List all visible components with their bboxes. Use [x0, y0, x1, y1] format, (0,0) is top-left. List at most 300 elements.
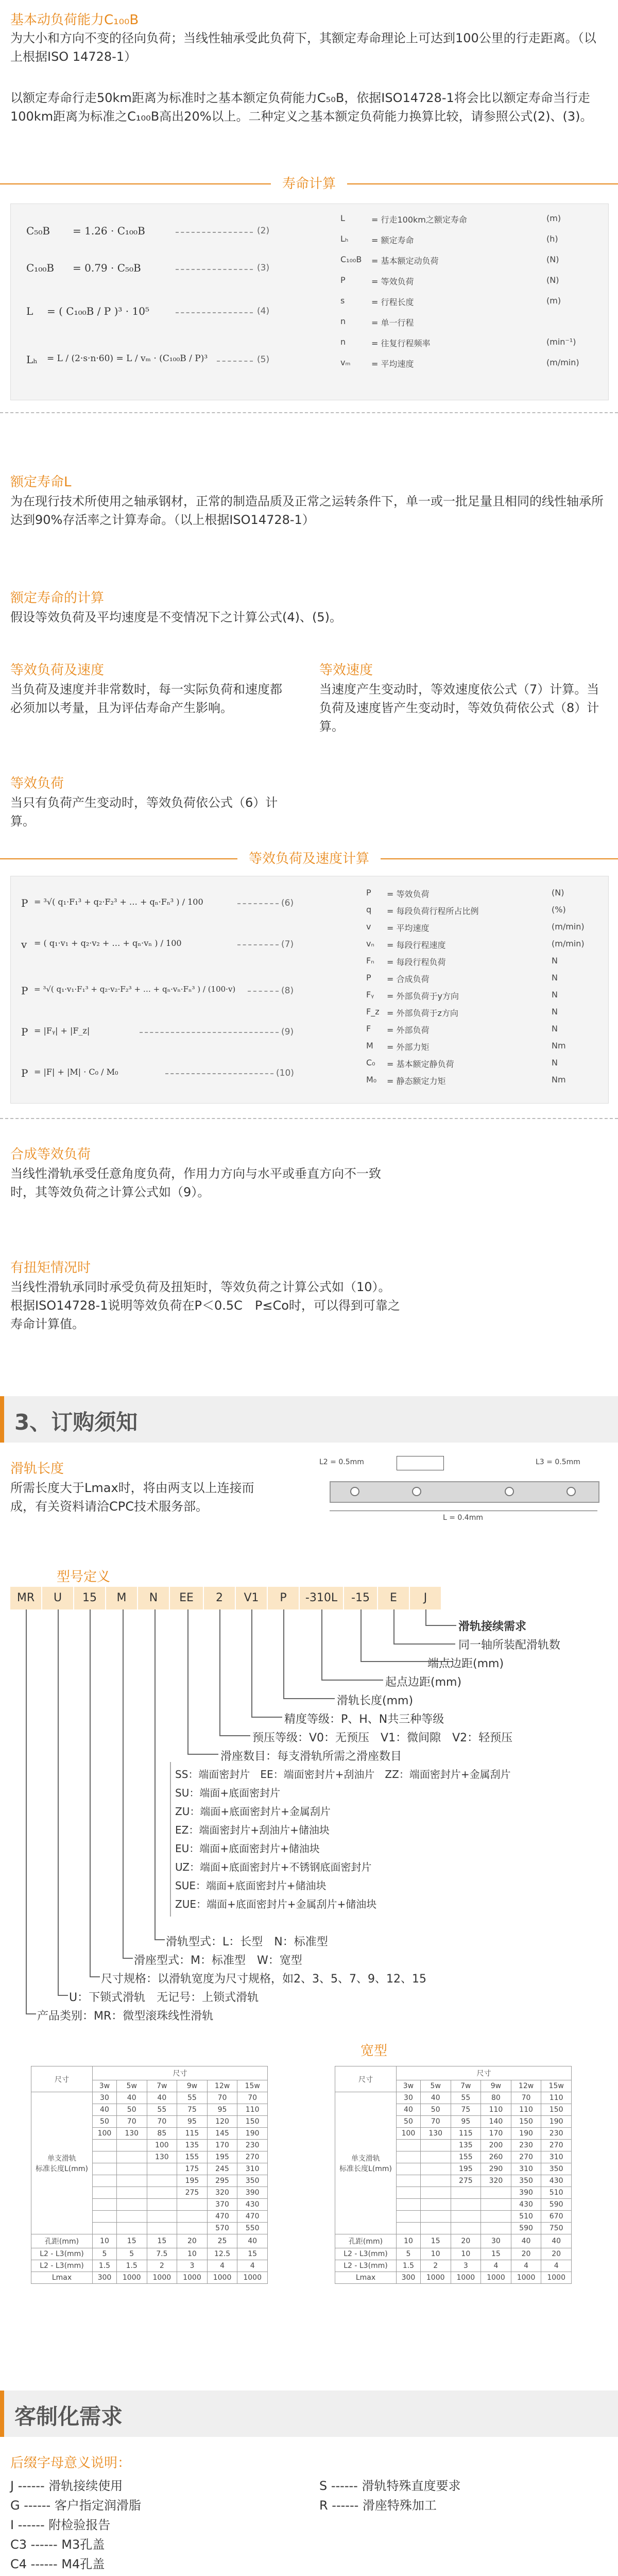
table-cell: 4	[481, 2260, 511, 2272]
table-cell: 590	[511, 2223, 541, 2234]
table-cell: 75	[451, 2104, 481, 2116]
code-310l: -310L	[300, 1587, 345, 1609]
table-cell	[147, 2199, 177, 2211]
table-cell: 5	[397, 2248, 421, 2260]
table-cell: 1000	[147, 2272, 177, 2284]
table-cell: 350	[237, 2175, 268, 2187]
table-cell	[397, 2187, 421, 2199]
tree-seal-eu: EU：端面+底面密封片+储油块	[175, 1842, 320, 1855]
tree-mount: U：下锁式滑轨 无记号：上锁式滑轨	[69, 1991, 259, 2004]
table-cell: 55	[451, 2092, 481, 2104]
formula-10-rhs: = |F| + |M| · C₀ / M₀	[34, 1067, 118, 1077]
formula-9-lhs: P	[21, 1026, 28, 1038]
table-cell: 270	[541, 2140, 572, 2151]
tree-seal-sue: SUE：端面+底面密封片+储油块	[175, 1879, 327, 1892]
moment-load-heading: 有扭矩情况时	[10, 1260, 91, 1276]
table-cell: 55	[177, 2092, 208, 2104]
table-cell: 310	[237, 2163, 268, 2175]
table-cell: 85	[147, 2128, 177, 2140]
formula-6-num: (6)	[281, 898, 294, 908]
table-col-header: 15w	[541, 2080, 572, 2092]
table-cell	[451, 2223, 481, 2234]
custom-title-bar	[0, 2391, 618, 2437]
table-cell: 135	[177, 2140, 208, 2151]
table-cell	[93, 2163, 117, 2175]
table-cell: 1000	[177, 2272, 208, 2284]
table-cell: 3	[451, 2260, 481, 2272]
table-corner: 尺寸	[31, 2066, 93, 2092]
suffix-j: J ------ 滑轨接续使用	[10, 2479, 123, 2493]
tree-seal-zue: ZUE：端面+底面密封片+金属刮片+储油块	[175, 1898, 377, 1910]
formula-9-num: (9)	[281, 1027, 294, 1037]
table-cell: 195	[451, 2163, 481, 2175]
table-cell: 孔距(mm)	[31, 2234, 93, 2248]
code-v1: V1	[236, 1587, 268, 1609]
table-cell	[93, 2175, 117, 2187]
table-cell	[116, 2140, 147, 2151]
table-cell	[177, 2223, 208, 2234]
eq-calc-title-bar	[0, 845, 618, 872]
table-cell: 170	[481, 2128, 511, 2140]
wide-length-table	[335, 2066, 572, 2284]
life-calc-para: 假设等效负荷及平均速度是不变情况下之计算公式(4)、(5)。	[10, 610, 342, 624]
table-cell: 130	[116, 2128, 147, 2140]
table-cell: 4	[541, 2260, 572, 2272]
table-cell: 70	[511, 2092, 541, 2104]
table-cell: 110	[511, 2104, 541, 2116]
table-cell: 310	[541, 2151, 572, 2163]
table-cell: 10	[451, 2248, 481, 2260]
table-cell: 230	[511, 2140, 541, 2151]
table-cell	[420, 2199, 451, 2211]
table-cell: 150	[511, 2116, 541, 2128]
code-j: J	[410, 1587, 442, 1609]
table-col-header: 7w	[147, 2080, 177, 2092]
table-foot-row	[31, 2248, 268, 2260]
table-cell: 70	[207, 2092, 237, 2104]
tree-product: 产品类别：MR：微型滚珠线性滑轨	[37, 2010, 214, 2023]
table-cell: 155	[451, 2151, 481, 2163]
formula-2-lhs: C₅₀B	[26, 225, 50, 237]
table-col-header: 3w	[93, 2080, 117, 2092]
table-cell	[451, 2187, 481, 2199]
table-cell	[420, 2175, 451, 2187]
table-cell: 15	[420, 2234, 451, 2248]
life-calc-title-bar	[0, 170, 618, 197]
table-cell	[397, 2223, 421, 2234]
table-cell	[481, 2211, 511, 2223]
code-n: N	[138, 1587, 170, 1609]
table-cell: 1.5	[116, 2260, 147, 2272]
table-foot-row	[31, 2260, 268, 2272]
formula-7-num: (7)	[281, 939, 294, 950]
formula-4-lhs: L	[26, 305, 33, 317]
table-cell: 5	[116, 2248, 147, 2260]
table-cell: 115	[451, 2128, 481, 2140]
table-cell: 190	[511, 2128, 541, 2140]
formula-4-num: (4)	[257, 306, 270, 316]
table-cell: 15	[237, 2248, 268, 2260]
model-code-strip	[10, 1587, 577, 1609]
table-cell: 55	[147, 2104, 177, 2116]
table-cell: 2	[147, 2260, 177, 2272]
table-cell: 1000	[541, 2272, 572, 2284]
table-cell: 130	[147, 2151, 177, 2163]
table-cell: 270	[237, 2151, 268, 2163]
table-cell: 30	[481, 2234, 511, 2248]
table-cell: 430	[237, 2199, 268, 2211]
table-cell: 590	[541, 2199, 572, 2211]
table-row	[31, 2092, 268, 2104]
table-cell: 5	[93, 2248, 117, 2260]
table-cell: 3	[177, 2260, 208, 2272]
combined-load-heading: 合成等效负荷	[10, 1147, 91, 1162]
table-cell: 260	[481, 2151, 511, 2163]
table-col-header: 9w	[481, 2080, 511, 2092]
table-cell: 20	[177, 2234, 208, 2248]
table-cell: 1.5	[397, 2260, 421, 2272]
table-cell: 20	[451, 2234, 481, 2248]
table-col-header: 7w	[451, 2080, 481, 2092]
table-cell	[93, 2187, 117, 2199]
table-cell	[420, 2211, 451, 2223]
dim-l: L = 0.4mm	[443, 1514, 483, 1522]
table-cell: 10	[93, 2234, 117, 2248]
table-cell	[147, 2163, 177, 2175]
formula-6-lhs: P	[21, 897, 28, 909]
table-cell: 300	[397, 2272, 421, 2284]
table-cell	[481, 2199, 511, 2211]
table-cell: L2 - L3(mm)	[335, 2260, 397, 2272]
tree-rail-length: 滑轨长度(mm)	[337, 1694, 414, 1707]
table-cell: 50	[420, 2104, 451, 2116]
table-cell: 350	[511, 2175, 541, 2187]
formula-3-rhs: = 0.79 · C₅₀B	[73, 262, 141, 274]
tree-seal-uz: UZ：端面+底面密封片+不锈钢底面密封片	[175, 1861, 372, 1873]
eq-load-speed-para: 当负荷及速度并非常数时，每一实际负荷和速度都必须加以考量，且为评估寿命产生影响。	[10, 682, 282, 715]
table-col-header: 12w	[207, 2080, 237, 2092]
eq-speed-para: 当速度产生变动时，等效速度依公式（7）计算。当负荷及速度皆产生变动时，等效负荷依公式（8）计算。	[319, 682, 599, 734]
table-col-header: 9w	[177, 2080, 208, 2092]
table-cell	[397, 2211, 421, 2223]
table-cell	[397, 2151, 421, 2163]
table-cell: 50	[397, 2116, 421, 2128]
suffix-r: R ------ 滑座特殊加工	[319, 2498, 437, 2513]
table-cell: 150	[237, 2116, 268, 2128]
table-cell: 4	[237, 2260, 268, 2272]
code-2: 2	[204, 1587, 236, 1609]
formula-3-num: (3)	[257, 263, 270, 273]
eq-calc-box	[10, 876, 609, 1104]
eq-symbol-list: P = 等效负荷 (N) q = 每段负荷行程所占比例 (%) v = 平均速度 (m/min) vₙ = 每段行程速度 (m/min) Fₙ = 每段行程负荷 N P = 合成负荷 N Fᵧ = 外部负荷于y方向 N F_z = 外部负荷于z方向 N F = 外部负荷 N M = 外部力矩 Nm C₀ = 基本额定静负荷 N M₀ = 静态额定力矩 Nm	[366, 888, 585, 1086]
table-cell: 190	[541, 2116, 572, 2128]
code-ee: EE	[170, 1587, 204, 1609]
life-symbol-list: L = 行走100km之额定寿命 (m) Lₕ = 额定寿命 (h) C₁₀₀B = 基本额定动负荷 (N) P = 等效负荷 (N) s = 行程长度 (m) n = 单一行程 n = 往复行程频率 (min⁻¹) vₘ = 平均速度 (m/min)	[340, 213, 579, 369]
table-cell: 120	[207, 2116, 237, 2128]
table-cell: 40	[147, 2092, 177, 2104]
life-calc-title: 寿命计算	[271, 173, 347, 192]
table-cell: 15	[481, 2248, 511, 2260]
table-cell	[116, 2163, 147, 2175]
table-cell: 195	[207, 2151, 237, 2163]
basic-load-heading: 基本动负荷能力C₁₀₀B	[10, 12, 139, 28]
table-col-header: 5w	[420, 2080, 451, 2092]
table-cell: 320	[481, 2175, 511, 2187]
tree-seal-ss: SS：端面密封片 EE：端面密封片+刮油片 ZZ：端面密封片+金属刮片	[175, 1768, 511, 1781]
table-corner: 尺寸	[335, 2066, 397, 2092]
table-cell: 1.5	[93, 2260, 117, 2272]
table-cell: Lmax	[31, 2272, 93, 2284]
table-cell: 350	[541, 2163, 572, 2175]
table-cell: 390	[237, 2187, 268, 2199]
basic-load-para1: 为大小和方向不变的径向负荷；当线性轴承受此负荷下，其额定寿命理论上可达到100公里的行走距离。（以上根据ISO 14728-1）	[10, 31, 596, 64]
rated-life-para: 为在现行技术所使用之轴承钢材，正常的制造品质及正常之运转条件下，单一或一批足量且相同的线性轴承所达到90%存活率之计算寿命。（以上根据ISO14728-1）	[10, 494, 604, 527]
table-foot-row	[335, 2272, 572, 2284]
table-cell: 430	[511, 2199, 541, 2211]
table-cell	[147, 2187, 177, 2199]
life-calc-box	[10, 204, 609, 400]
table-cell	[397, 2163, 421, 2175]
table-cell: 370	[207, 2199, 237, 2211]
table-cell: 115	[177, 2128, 208, 2140]
table-cell	[177, 2211, 208, 2223]
dim-l2: L2 = 0.5mm	[319, 1458, 364, 1466]
rail-shape	[330, 1481, 599, 1503]
table-row-label: 单支滑轨 标准长度L(mm)	[31, 2092, 93, 2234]
table-cell: 4	[511, 2260, 541, 2272]
table-cell: 80	[481, 2092, 511, 2104]
table-col-header: 5w	[116, 2080, 147, 2092]
table-cell	[93, 2199, 117, 2211]
table-cell: 40	[420, 2092, 451, 2104]
table-cell: 430	[541, 2175, 572, 2187]
tree-preload: 预压等级：V0：无预压 V1：微间隙 V2：轻预压	[252, 1732, 513, 1744]
formula-2-rhs: = 1.26 · C₁₀₀B	[73, 225, 145, 237]
table-cell: 510	[511, 2211, 541, 2223]
table-cell	[116, 2151, 147, 2163]
table-cell	[116, 2187, 147, 2199]
table-cell: 170	[207, 2140, 237, 2151]
table-cell	[93, 2151, 117, 2163]
table-cell: 110	[237, 2104, 268, 2116]
table-cell: 40	[116, 2092, 147, 2104]
eq-load-speed-heading: 等效负荷及速度	[10, 663, 105, 678]
table-cell: 550	[237, 2223, 268, 2234]
wide-type-heading: 宽型	[360, 2043, 388, 2059]
table-cell: L2 - L3(mm)	[335, 2248, 397, 2260]
table-foot-row	[335, 2248, 572, 2260]
tree-seal-su: SU：端面+底面密封片	[175, 1787, 281, 1799]
table-cell: 295	[207, 2175, 237, 2187]
table-cell: 130	[420, 2128, 451, 2140]
table-cell	[420, 2151, 451, 2163]
table-cell	[116, 2223, 147, 2234]
table-foot-row	[335, 2260, 572, 2272]
table-cell: 40	[237, 2234, 268, 2248]
table-cell: 1000	[451, 2272, 481, 2284]
code-e: E	[378, 1587, 410, 1609]
table-cell: 270	[511, 2151, 541, 2163]
tree-rail-type: 滑轨型式：L：长型 N：标准型	[166, 1936, 328, 1948]
table-col-header: 12w	[511, 2080, 541, 2092]
table-cell	[116, 2175, 147, 2187]
table-cell: 70	[116, 2116, 147, 2128]
formula-6-rhs: = ³√( q₁·F₁³ + q₂·F₂³ + … + qₙ·Fₙ³ ) / 100	[34, 897, 203, 907]
standard-length-table	[31, 2066, 268, 2284]
table-cell: 230	[541, 2128, 572, 2140]
table-cell: 1000	[511, 2272, 541, 2284]
tree-seal-ez: EZ：端面密封片+刮油片+储油块	[175, 1824, 330, 1836]
type-def-heading: 型号定义	[57, 1569, 111, 1585]
suffix-s: S ------ 滑轨特殊直度要求	[319, 2479, 461, 2493]
table-cell: 10	[397, 2234, 421, 2248]
table-cell: 15	[147, 2234, 177, 2248]
table-cell: 275	[177, 2187, 208, 2199]
table-foot-row	[31, 2234, 268, 2248]
table-cell: 1000	[207, 2272, 237, 2284]
table-cell	[481, 2187, 511, 2199]
table-cell: 195	[177, 2175, 208, 2187]
table-cell: 145	[207, 2128, 237, 2140]
table-cell: 200	[481, 2140, 511, 2151]
table-cell	[451, 2211, 481, 2223]
table-cell: 40	[93, 2104, 117, 2116]
formula-7-rhs: = ( q₁·v₁ + q₂·v₂ + … + qₙ·vₙ ) / 100	[34, 938, 182, 948]
formula-8-rhs: = ³√( q₁·v₁·F₁³ + q₂·v₂·F₂³ + … + qₙ·vₙ·Fₙ³ ) / (100·v)	[34, 985, 236, 994]
moment-load-para: 当线性滑轨承同时承受负荷及扭矩时，等效负荷之计算公式如（10）。根据ISO14728-1说明等效负荷在P＜0.5C P≤Co时，可以得到可靠之寿命计算值。	[10, 1280, 400, 1331]
formula-8-lhs: P	[21, 985, 28, 997]
table-cell: 750	[541, 2223, 572, 2234]
table-cell	[116, 2199, 147, 2211]
tree-seal-zu: ZU：端面+底面密封片+金属刮片	[175, 1805, 331, 1818]
table-cell: 1000	[116, 2272, 147, 2284]
formula-8-num: (8)	[281, 986, 294, 996]
table-cell: 510	[541, 2187, 572, 2199]
code-15-end: -15	[344, 1587, 379, 1609]
table-cell	[420, 2140, 451, 2151]
table-cell	[451, 2199, 481, 2211]
life-calc-heading: 额定寿命的计算	[10, 590, 105, 606]
tree-accuracy: 精度等级：P、H、N共三种等级	[284, 1713, 444, 1726]
rail-length-heading: 滑轨长度	[10, 1461, 64, 1477]
table-col-header: 15w	[237, 2080, 268, 2092]
table-cell: 110	[481, 2104, 511, 2116]
eq-load-para: 当只有负荷产生变动时，等效负荷依公式（6）计算。	[10, 795, 278, 828]
table-cell: 30	[93, 2092, 117, 2104]
formula-5-rhs: = L / (2·s·n·60) = L / vₘ · (C₁₀₀B / P)³	[47, 353, 208, 364]
table-cell	[93, 2223, 117, 2234]
suffix-i: I ------ 附检验报告	[10, 2518, 111, 2532]
table-cell: 390	[511, 2187, 541, 2199]
basic-load-para2: 以额定寿命行走50km距离为标准时之基本额定负荷能力C₅₀B，依据ISO14728-1将会比以额定寿命当行走100km距离为标准之C₁₀₀B高出20%以上。二种定义之基本额定负荷能力换算比较，请参照公式(2)、(3)。	[10, 91, 593, 124]
suffix-legend-heading: 后缀字母意义说明：	[10, 2455, 131, 2471]
rail-length-para: 所需长度大于Lmax时，将由两支以上连接而成，有关资料请洽CPC技术服务部。	[10, 1481, 254, 1514]
code-u: U	[42, 1587, 75, 1609]
code-m: M	[106, 1587, 139, 1609]
table-cell: 320	[207, 2187, 237, 2199]
table-cell: 290	[481, 2163, 511, 2175]
table-cell: 1000	[420, 2272, 451, 2284]
table-cell: 10	[177, 2248, 208, 2260]
formula-7-lhs: v	[21, 938, 27, 951]
tree-size: 尺寸规格：以滑轨宽度为尺寸规格，如2、3、5、7、9、12、15	[101, 1973, 426, 1986]
eq-load-heading: 等效负荷	[10, 776, 64, 791]
table-cell	[93, 2211, 117, 2223]
table-cell: 470	[207, 2211, 237, 2223]
tree-block-count: 滑座数目：每支滑轨所需之滑座数目	[220, 1750, 402, 1763]
table-cell	[481, 2223, 511, 2234]
table-cell	[420, 2223, 451, 2234]
table-cell: 155	[177, 2151, 208, 2163]
table-cell: 1000	[237, 2272, 268, 2284]
table-cell: 孔距(mm)	[335, 2234, 397, 2248]
eq-speed-heading: 等效速度	[319, 663, 373, 678]
table-cell: 30	[397, 2092, 421, 2104]
table-cell: 175	[177, 2163, 208, 2175]
table-cell: 95	[207, 2104, 237, 2116]
table-cell: 12.5	[207, 2248, 237, 2260]
table-cell: 245	[207, 2163, 237, 2175]
tree-start-margin: 起点边距(mm)	[385, 1676, 462, 1689]
table-cell: 1000	[481, 2272, 511, 2284]
table-cell: 4	[207, 2260, 237, 2272]
table-cell	[116, 2211, 147, 2223]
table-cell: 310	[511, 2163, 541, 2175]
tree-rail-count: 同一轴所装配滑轨数	[458, 1639, 561, 1652]
table-cell	[147, 2211, 177, 2223]
formula-4-rhs: = ( C₁₀₀B / P )³ · 10⁵	[47, 305, 149, 317]
table-cell: 20	[541, 2248, 572, 2260]
table-row-label: 单支滑轨 标准长度L(mm)	[335, 2092, 397, 2234]
tree-end-margin: 端点边距(mm)	[427, 1657, 504, 1670]
table-cell: 190	[237, 2128, 268, 2140]
table-cell	[420, 2163, 451, 2175]
dim-l3: L3 = 0.5mm	[536, 1458, 580, 1466]
rated-life-heading: 额定寿命L	[10, 474, 72, 490]
table-cell: 70	[147, 2116, 177, 2128]
formula-10-num: (10)	[276, 1068, 294, 1078]
code-15: 15	[74, 1587, 107, 1609]
order-title-bar	[0, 1396, 618, 1443]
table-cell: Lmax	[335, 2272, 397, 2284]
table-cell: 70	[420, 2116, 451, 2128]
table-cell: 150	[541, 2104, 572, 2116]
table-header-dim: 尺寸	[397, 2066, 572, 2080]
table-cell	[147, 2223, 177, 2234]
table-cell: 75	[177, 2104, 208, 2116]
table-cell: 470	[237, 2211, 268, 2223]
table-cell	[147, 2175, 177, 2187]
formula-10-lhs: P	[21, 1067, 28, 1079]
table-cell: 140	[481, 2116, 511, 2128]
formula-5-num: (5)	[257, 354, 270, 365]
table-cell	[397, 2140, 421, 2151]
code-mr: MR	[10, 1587, 43, 1609]
table-cell: 20	[511, 2248, 541, 2260]
formula-9-rhs: = |Fᵧ| + |F_z|	[34, 1026, 90, 1036]
custom-title: 客制化需求	[14, 2404, 123, 2429]
table-cell	[397, 2199, 421, 2211]
table-cell: 135	[451, 2140, 481, 2151]
table-cell: 2	[420, 2260, 451, 2272]
table-cell: 10	[420, 2248, 451, 2260]
code-p: P	[268, 1587, 300, 1609]
table-header-dim: 尺寸	[93, 2066, 268, 2080]
table-cell: 50	[93, 2116, 117, 2128]
table-cell: 25	[207, 2234, 237, 2248]
suffix-c4: C4 ------ M4孔盖	[10, 2557, 105, 2571]
tolerance-frame	[397, 1456, 444, 1470]
